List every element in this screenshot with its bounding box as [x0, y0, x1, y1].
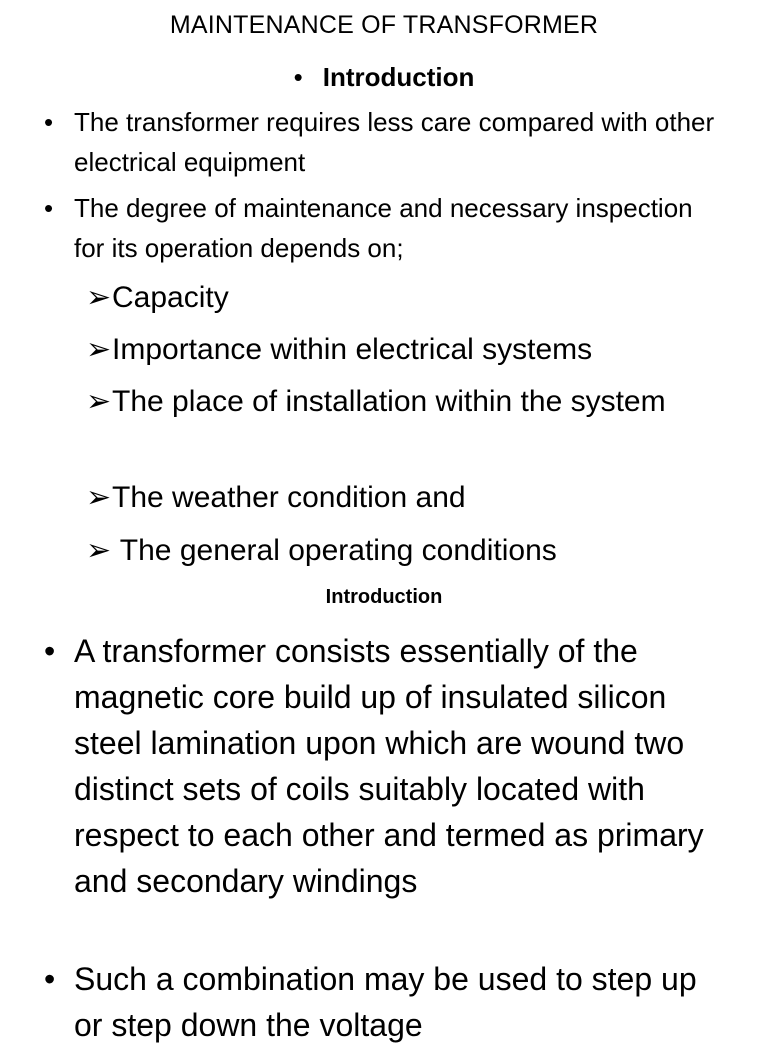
sub-list-item [86, 528, 708, 573]
section-heading-text: Introduction [322, 62, 475, 92]
arrow-bullet-icon: ➢ [86, 385, 112, 418]
bullet-marker: • [44, 633, 56, 669]
list-item-text: The degree of maintenance and necessary inspection for its operation depends on; [74, 193, 693, 263]
sub-list-item-text: The place of installation within the system [112, 385, 666, 418]
arrow-bullet-icon: ➢ [86, 333, 112, 366]
list-item-text: Such a combination may be used to step up or step down the voltage [74, 961, 697, 1043]
arrow-bullet-icon: ➢ [86, 281, 112, 314]
section-heading-2: Introduction [325, 586, 443, 608]
list-item-text: A transformer consists essentially of the magnetic core build up of insulated silicon steel lamination upon which are wound two distinct sets of coils suitably located with respect to each other and termed as primary and secondary windings [74, 633, 704, 899]
list-item-text: The transformer requires less care compared with other electrical equipment [74, 107, 715, 177]
sub-list-item-text: The general operating conditions [112, 534, 557, 567]
arrow-bullet-icon: ➢ [86, 481, 112, 514]
bullet-marker: • [293, 62, 303, 92]
bullet-marker: • [44, 107, 54, 137]
arrow-bullet-icon: ➢ [86, 534, 112, 567]
bullet-marker: • [44, 193, 54, 223]
sub-list-item [86, 275, 708, 320]
sub-list-item [86, 379, 708, 424]
sub-list-item [86, 327, 708, 372]
sub-list-item-text: Capacity [112, 281, 229, 314]
sub-list-item [86, 475, 708, 520]
section-heading [0, 60, 768, 94]
bullet-marker: • [44, 961, 56, 997]
sub-list-item-text: The weather condition and [112, 481, 466, 514]
document-title: MAINTENANCE OF TRANSFORMER [169, 11, 599, 39]
sub-list-item-text: Importance within electrical systems [112, 333, 593, 366]
